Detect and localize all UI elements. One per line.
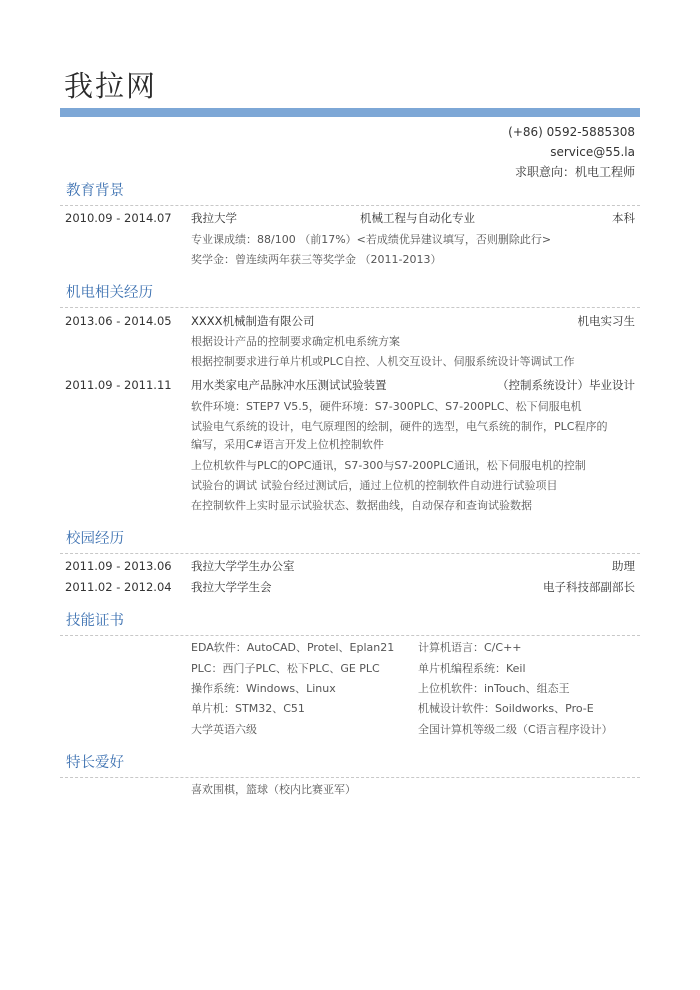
campus-date: 2011.02 - 2012.04 — [65, 580, 172, 594]
experience-date: 2013.06 - 2014.05 — [65, 314, 172, 328]
experience-detail: 编写，采用C#语言开发上位机控制软件 — [191, 438, 384, 451]
skill-item: 计算机语言：C/C++ — [418, 641, 522, 654]
skill-item: 机械设计软件：Soildworks、Pro-E — [418, 702, 594, 715]
education-detail: 奖学金：曾连续两年获三等奖学金 （2011-2013） — [191, 253, 442, 266]
job-role: （控制系统设计）毕业设计 — [497, 378, 635, 392]
hobbies-text: 喜欢围棋，篮球（校内比赛亚军） — [191, 783, 356, 796]
skill-item: 上位机软件：inTouch、组态王 — [418, 682, 570, 695]
campus-org: 我拉大学学生会 — [191, 580, 272, 594]
skill-item: 单片机编程系统：Keil — [418, 662, 526, 675]
company-name: XXXX机械制造有限公司 — [191, 314, 315, 328]
section-divider — [60, 635, 640, 636]
section-divider — [60, 553, 640, 554]
education-section — [60, 180, 640, 206]
major-name: 机械工程与自动化专业 — [360, 211, 475, 225]
phone-number: (+86) 0592-5885308 — [508, 125, 635, 139]
hobbies-entry — [60, 780, 640, 804]
experience-detail: 试验台的调试 试验台经过测试后，通过上位机的控制软件自动进行试验项目 — [191, 479, 558, 492]
hobbies-section — [60, 752, 640, 778]
header-accent-bar — [60, 108, 640, 117]
contact-info — [508, 122, 635, 182]
education-entry — [60, 208, 640, 268]
candidate-name: 我拉网 — [64, 69, 158, 103]
section-title: 技能证书 — [66, 613, 124, 629]
section-title: 教育背景 — [66, 183, 124, 199]
education-date: 2010.09 - 2014.07 — [65, 211, 172, 225]
skill-item: PLC：西门子PLC、松下PLC、GE PLC — [191, 662, 380, 675]
section-title: 机电相关经历 — [66, 285, 153, 301]
experience-detail: 在控制软件上实时显示试验状态、数据曲线，自动保存和查询试验数据 — [191, 499, 532, 512]
experience-detail: 根据设计产品的控制要求确定机电系统方案 — [191, 335, 400, 348]
email-address: service@55.la — [550, 145, 635, 159]
section-divider — [60, 205, 640, 206]
experience-detail: 试验电气系统的设计，电气原理图的绘制，硬件的选型，电气系统的制作，PLC程序的 — [191, 420, 608, 433]
job-role: 机电实习生 — [577, 314, 635, 328]
experience-detail: 软件环境：STEP7 V5.5，硬件环境：S7-300PLC、S7-200PLC、松下伺服电机 — [191, 400, 582, 413]
experience-detail: 上位机软件与PLC的OPC通讯，S7-300与S7-200PLC通讯，松下伺服电机的控制 — [191, 459, 586, 472]
education-detail: 专业课成绩：88/100 （前17%）<若成绩优异建议填写，否则删除此行> — [191, 233, 552, 246]
section-divider — [60, 307, 640, 308]
section-title: 特长爱好 — [66, 755, 124, 771]
project-name: 用水类家电产品脉冲水压测试试验装置 — [191, 378, 387, 392]
skill-item: EDA软件：AutoCAD、Protel、Eplan21 — [191, 641, 395, 654]
skill-item: 单片机：STM32、C51 — [191, 702, 305, 715]
section-divider — [60, 777, 640, 778]
campus-section — [60, 528, 640, 554]
skill-item: 大学英语六级 — [191, 723, 257, 736]
school-name: 我拉大学 — [191, 211, 237, 225]
skills-list — [60, 638, 640, 742]
experience-entries — [60, 311, 640, 521]
skill-item: 操作系统：Windows、Linux — [191, 682, 336, 695]
job-objective: 求职意向：机电工程师 — [514, 165, 635, 179]
experience-date: 2011.09 - 2011.11 — [65, 378, 172, 392]
experience-section — [60, 282, 640, 308]
campus-org: 我拉大学学生办公室 — [191, 559, 295, 573]
campus-role: 电子科技部副部长 — [543, 580, 635, 594]
campus-entries — [60, 556, 640, 600]
section-title: 校园经历 — [66, 531, 124, 547]
degree: 本科 — [612, 211, 635, 225]
skill-item: 全国计算机等级二级（C语言程序设计） — [418, 723, 613, 736]
campus-role: 助理 — [612, 559, 635, 573]
experience-detail: 根据控制要求进行单片机或PLC自控、人机交互设计、伺服系统设计等调试工作 — [191, 355, 575, 368]
campus-date: 2011.09 - 2013.06 — [65, 559, 172, 573]
skills-section — [60, 610, 640, 636]
